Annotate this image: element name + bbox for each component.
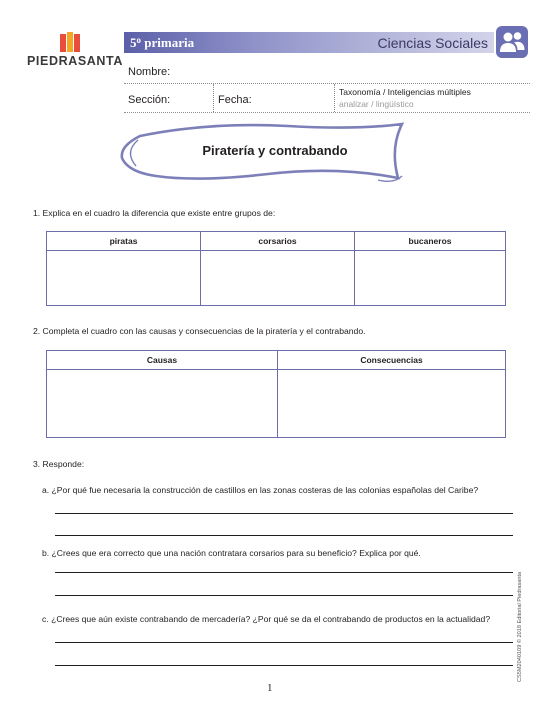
grade-word: primaria (144, 35, 195, 50)
group-people-icon (496, 26, 528, 58)
question-3c-text: c. ¿Crees que aún existe contrabando de mercadería? ¿Por qué se da el contrabando de productos en la actualidad? (42, 614, 491, 624)
copyright-side-text (513, 548, 525, 683)
section-label: Sección: (128, 94, 171, 106)
question-3b-text: b. ¿Crees que era correcto que una nación contratara corsarios para su beneficio? Explica por qué. (42, 548, 421, 558)
answer-line[interactable] (55, 513, 513, 514)
answer-line[interactable] (55, 665, 513, 666)
answer-line[interactable] (55, 595, 513, 596)
section-divider (213, 84, 214, 112)
worksheet-title: Piratería y contrabando (202, 143, 348, 158)
question-3-text: 3. Responde: (33, 459, 85, 469)
name-label: Nombre: (128, 66, 171, 78)
question-1-text: 1. Explica en el cuadro la diferencia que existe entre grupos de: (33, 208, 276, 218)
table-header-causas: Causas (47, 351, 278, 370)
answer-line[interactable] (55, 535, 513, 536)
answer-cell-corsarios[interactable] (201, 251, 355, 306)
table-header-piratas: piratas (47, 232, 201, 251)
book-logo-icon (58, 32, 82, 54)
section-line (124, 112, 530, 113)
question-3a-text: a. ¿Por qué fue necesaria la construcción de castillos en las zonas costeras de las colonias españolas del Caribe? (42, 485, 479, 495)
name-line[interactable] (124, 83, 530, 84)
subject-label: Ciencias Sociales (377, 35, 488, 51)
page-number: 1 (267, 682, 273, 694)
question-2-text: 2. Completa el cuadro con las causas y consecuencias de la piratería y el contrabando. (33, 326, 366, 336)
table-header-bucaneros: bucaneros (355, 232, 506, 251)
taxonomy-label: Taxonomía / Inteligencias múltiples (339, 87, 471, 97)
grade-number: 5 (130, 35, 137, 50)
answer-cell-piratas[interactable] (47, 251, 201, 306)
taxonomy-sub-label: analizar / lingüístico (339, 99, 414, 109)
grade-superscript: o (136, 35, 141, 45)
grade-label (130, 35, 194, 51)
comparison-table (46, 231, 506, 306)
answer-line[interactable] (55, 572, 513, 573)
answer-cell-causas[interactable] (47, 370, 278, 438)
causes-table (46, 350, 506, 438)
table-header-consecuencias: Consecuencias (278, 351, 506, 370)
answer-cell-bucaneros[interactable] (355, 251, 506, 306)
answer-line[interactable] (55, 642, 513, 643)
date-divider (334, 84, 335, 112)
copyright-text: CS5M2040109 © 2018 Editorial Piedrasanta (517, 571, 523, 682)
answer-cell-consecuencias[interactable] (278, 370, 506, 438)
table-header-corsarios: corsarios (201, 232, 355, 251)
date-label: Fecha: (218, 94, 252, 106)
logo-text: PIEDRASANTA (27, 54, 123, 68)
